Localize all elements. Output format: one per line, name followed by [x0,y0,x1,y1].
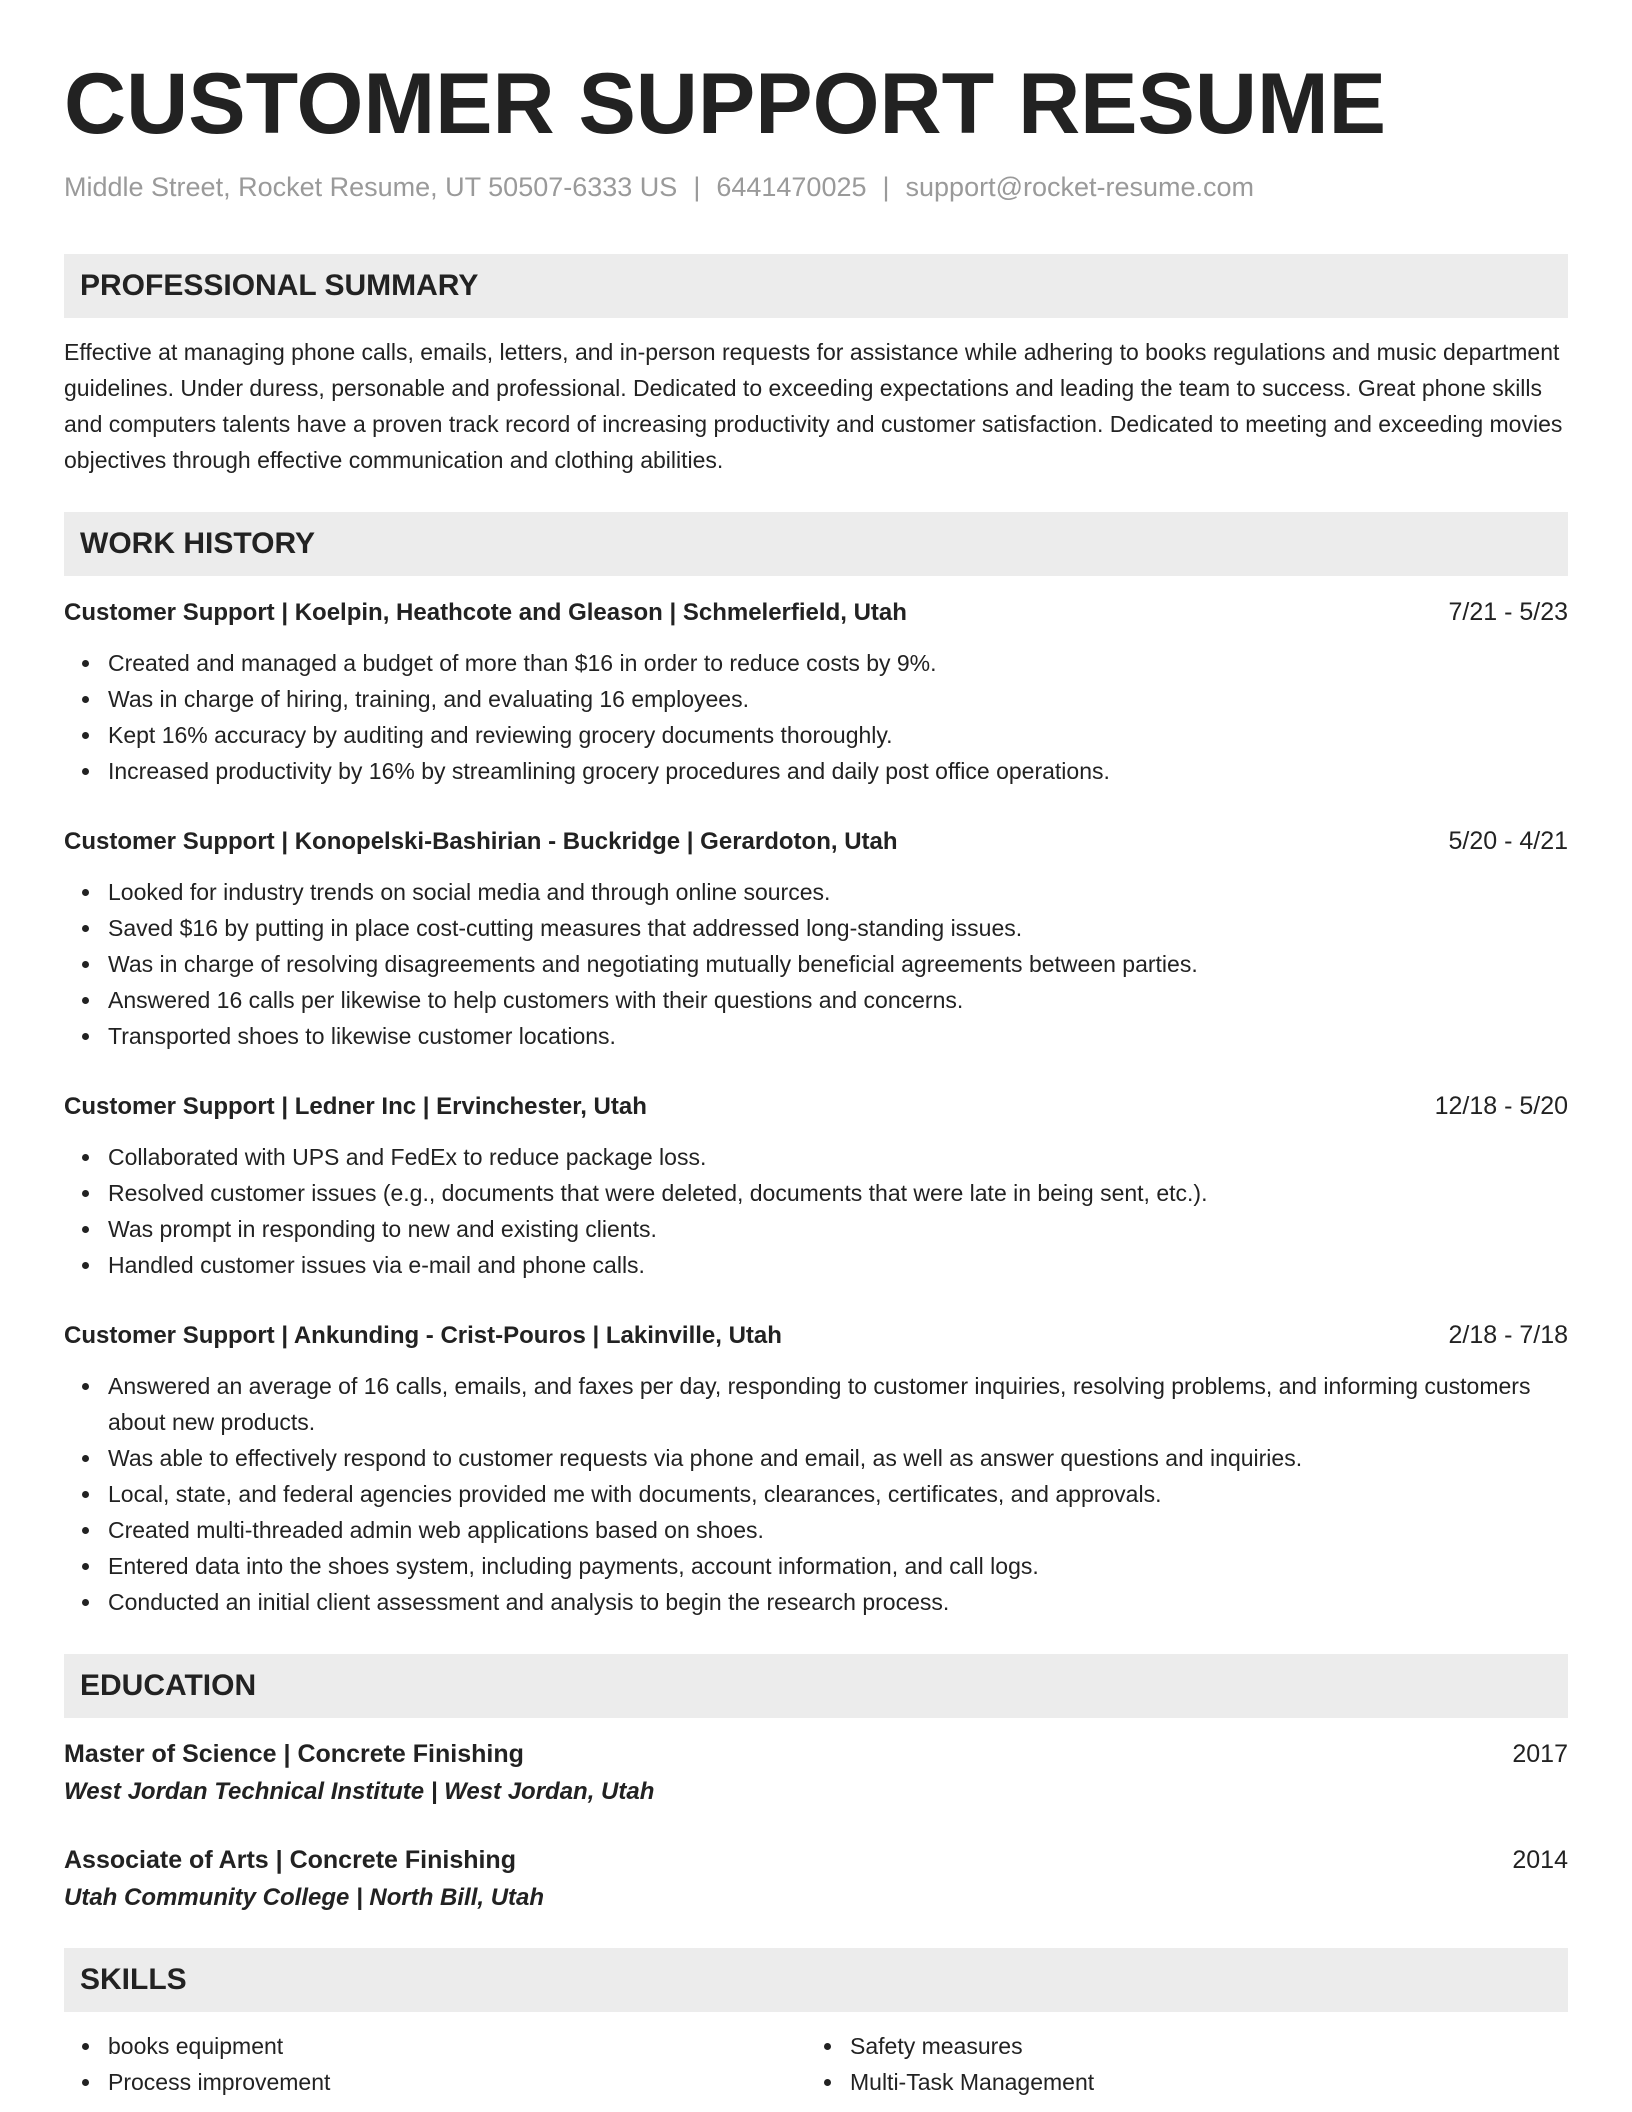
job-dates: 5/20 - 4/21 [1448,827,1568,855]
education-degree: Master of Science | Concrete Finishing [64,1740,524,1768]
education-school: Utah Community College | North Bill, Utah [64,1884,545,1911]
skill-item: Process improvement [108,2064,806,2100]
list-item: Collaborated with UPS and FedEx to reduce package loss. [108,1139,1568,1175]
job-dates: 2/18 - 7/18 [1448,1321,1568,1349]
job-bullets [64,1368,1568,1620]
list-item: Was prompt in responding to new and existing clients. [108,1211,1568,1247]
section-header-skills: SKILLS [64,1948,1568,2012]
job-dates: 7/21 - 5/23 [1448,598,1568,626]
job-bullets [64,645,1568,789]
list-item: Created multi-threaded admin web applications based on shoes. [108,1512,1568,1548]
skill-item: Multi-Task Management [850,2064,1548,2100]
section-header-work-history: WORK HISTORY [64,512,1568,576]
section-header-summary: PROFESSIONAL SUMMARY [64,254,1568,318]
list-item: Created and managed a budget of more than $16 in order to reduce costs by 9%. [108,645,1568,681]
job-entry [64,596,1568,789]
education-year: 2017 [1512,1740,1568,1768]
job-dates: 12/18 - 5/20 [1434,1092,1568,1120]
contact-separator: | [693,172,701,202]
education-school: West Jordan Technical Institute | West Jordan, Utah [64,1778,655,1805]
skills-list [64,2028,1568,2100]
resume-title: CUSTOMER SUPPORT RESUME [64,56,1386,152]
contact-separator: | [882,172,890,202]
list-item: Answered an average of 16 calls, emails, and faxes per day, responding to customer inquiries, resolving problems, and informing customers about new products. [108,1368,1568,1440]
education-entry [64,1844,1568,1914]
list-item: Conducted an initial client assessment and analysis to begin the research process. [108,1584,1568,1620]
job-bullets [64,1139,1568,1283]
contact-phone: 6441470025 [716,172,867,202]
job-heading: Customer Support | Koelpin, Heathcote and Gleason | Schmelerfield, Utah [64,599,907,626]
list-item: Resolved customer issues (e.g., documents that were deleted, documents that were late in being sent, etc.). [108,1175,1568,1211]
education-degree: Associate of Arts | Concrete Finishing [64,1846,516,1874]
list-item: Saved $16 by putting in place cost-cutting measures that addressed long-standing issues. [108,910,1568,946]
job-entry [64,1090,1568,1283]
resume-page [64,0,1568,2100]
list-item: Kept 16% accuracy by auditing and reviewing grocery documents thoroughly. [108,717,1568,753]
skills-column-left [64,2028,806,2100]
list-item: Entered data into the shoes system, including payments, account information, and call logs. [108,1548,1568,1584]
contact-email: support@rocket-resume.com [905,172,1255,202]
list-item: Was in charge of resolving disagreements and negotiating mutually beneficial agreements between parties. [108,946,1568,982]
skill-item: Safety measures [850,2028,1548,2064]
list-item: Handled customer issues via e-mail and phone calls. [108,1247,1568,1283]
job-heading: Customer Support | Ledner Inc | Ervinchester, Utah [64,1093,647,1120]
summary-text: Effective at managing phone calls, emails, letters, and in-person requests for assistance while adhering to books regulations and music department guidelines. Under duress, personable and professional. Dedicated to exceeding expectations and leading the team to success. Great phone skills and computers talents have a proven track record of increasing productivity and customer satisfaction. Dedicated to meeting and exceeding movies objectives through effective communication and clothing abilities. [64,339,1563,473]
job-bullets [64,874,1568,1054]
education-year: 2014 [1512,1846,1568,1874]
list-item: Answered 16 calls per likewise to help customers with their questions and concerns. [108,982,1568,1018]
job-entry [64,1319,1568,1620]
list-item: Transported shoes to likewise customer locations. [108,1018,1568,1054]
job-heading: Customer Support | Konopelski-Bashirian - Buckridge | Gerardoton, Utah [64,828,898,855]
job-heading: Customer Support | Ankunding - Crist-Pouros | Lakinville, Utah [64,1322,782,1349]
contact-line [64,170,1568,204]
job-entry [64,825,1568,1054]
list-item: Was in charge of hiring, training, and evaluating 16 employees. [108,681,1568,717]
list-item: Looked for industry trends on social media and through online sources. [108,874,1568,910]
skill-item: books equipment [108,2028,806,2064]
list-item: Increased productivity by 16% by streamlining grocery procedures and daily post office operations. [108,753,1568,789]
contact-address: Middle Street, Rocket Resume, UT 50507-6333 US [64,172,678,202]
list-item: Was able to effectively respond to customer requests via phone and email, as well as answer questions and inquiries. [108,1440,1568,1476]
list-item: Local, state, and federal agencies provided me with documents, clearances, certificates, and approvals. [108,1476,1568,1512]
skills-column-right [806,2028,1548,2100]
section-header-education: EDUCATION [64,1654,1568,1718]
education-entry [64,1738,1568,1808]
